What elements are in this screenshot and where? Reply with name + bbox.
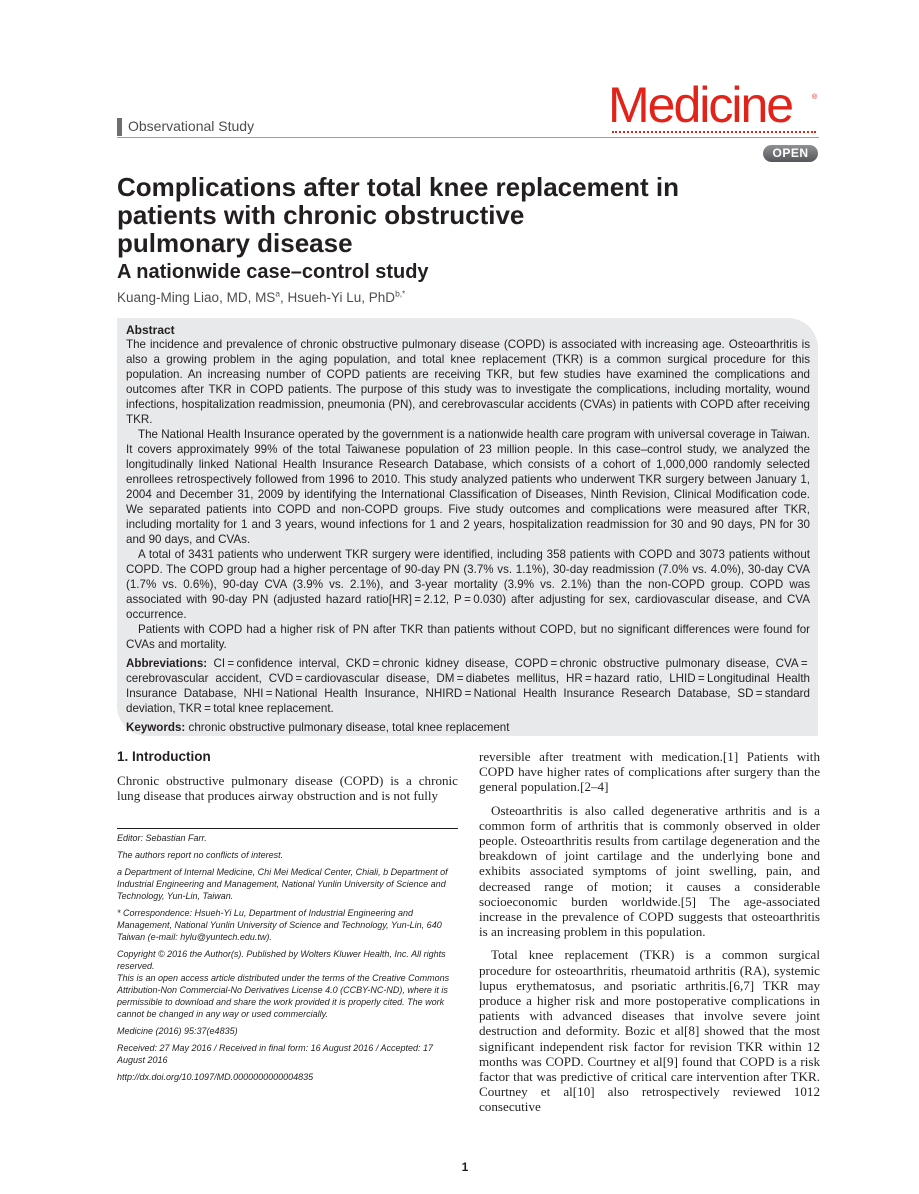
page-number: 1 [461,1160,469,1174]
intro-paragraph: Chronic obstructive pulmonary disease (COPD) is a chronic lung disease that produces airway obstruction and is not fully [117,773,458,804]
footnote-citation: Medicine (2016) 95:37(e4835) [117,1026,238,1036]
abstract-paragraph: The National Health Insurance operated by the government is a nationwide health care program with universal coverage in Taiwan. It covers approximately 99% of the total Taiwanese population of 23 million people. In this case–control study, we analyzed the longitudinally linked National Health Insurance Research Database, which consists of a cohort of 1,000,000 randomly selected enrollees retrospectively followed from 1996 to 2010. This study analyzed patients who underwent TKR surgery between January 1, 2004 and December 31, 2009 by identifying the International Classification of Diseases, Ninth Revision, Clinical Modification code. We separated patients into COPD and non-COPD groups. Five study outcomes and complications were measured after TKR, including mortality for 1 and 3 years, wound infections for 1 and 2 years, hospitalization readmission for 30 and 90 days, PN for 30 and 90 days, and CVAs. [126,428,810,546]
footnote-conflicts: The authors report no conflicts of interest. [117,850,284,860]
intro-paragraph: reversible after treatment with medication.[1] Patients with COPD have higher rates of complications after surgery than the general population.[2–4] [479,749,820,795]
abbreviations-label: Abbreviations: [126,657,208,670]
author-list [117,290,405,305]
front-matter-footnotes [117,832,458,1083]
footnote-copyright: Copyright © 2016 the Author(s). Published by Wolters Kluwer Health, Inc. All rights reserved. [117,949,446,971]
header-rule [117,137,819,138]
footnote-editor: Editor: Sebastian Farr. [117,833,207,843]
intro-right-column [479,749,820,1115]
author-name: Hsueh-Yi Lu, PhD [287,290,396,305]
footnote-rule [117,828,458,829]
abstract-heading: Abstract [126,323,175,337]
abstract-paragraph: A total of 3431 patients who underwent TKR surgery were identified, including 358 patients with COPD and 3073 patients without COPD. The COPD group had a higher percentage of 90-day PN (3.7% vs. 1.1%), 30-day readmission (7.0% vs. 4.0%), 30-day CVA (1.7% vs. 0.6%), 90-day CVA (3.9% vs. 2.1%), and 3-year mortality (3.9% vs. 2.1%) than the non-COPD group. COPD was associated with 90-day PN (adjusted hazard ratio[HR] = 2.12, P = 0.030) after adjusting for sex, cardiovascular disease, and CVA occurrence. [126,548,810,621]
author-affiliation: a [275,288,280,299]
footnote-dates: Received: 27 May 2016 / Received in final form: 16 August 2016 / Accepted: 17 August 2016 [117,1043,434,1065]
section-tag-bar [117,118,122,136]
abstract-box [117,318,818,736]
footnote-correspondence: * Correspondence: Hsueh-Yi Lu, Department of Industrial Engineering and Management, National Yunlin University of Science and Technology, Yun-Lin, 640 Taiwan (e-mail: hylu@yuntech.edu.tw). [117,908,442,942]
section-tag-label: Observational Study [128,118,255,134]
keywords-text: chronic obstructive pulmonary disease, total knee replacement [188,721,510,734]
intro-paragraph: Osteoarthritis is also called degenerative arthritis and is a common form of arthritis that is commonly observed in older people. Osteoarthritis results from cartilage degeneration and the breakdown of joint cartilage and the underlying bone and exhibits associated symptoms of joint swelling, pain, and decreased range of motion; it causes a considerable socioeconomic burden worldwide.[5] The age-associated increase in the prevalence of COPD suggests that osteoarthritis is an increasing problem in this population. [479,802,820,940]
keywords-label: Keywords: [126,721,186,734]
footnote-affiliations: a Department of Internal Medicine, Chi Mei Medical Center, Chiali, b Department of Industrial Engineering and Management, National Yunlin University of Science and Technology, Yun-Lin, Taiwan. [117,867,448,901]
abbreviations-text: CI = confidence interval, CKD = chronic kidney disease, COPD = chronic obstructive pulmonary disease, CVA = cerebrovascular accident, CVD = cardiovascular disease, DM = diabetes mellitus, HR = hazard ratio, LHID = Longitudinal Health Insurance Database, NHI = National Health Insurance, NHIRD = National Health Insurance Research Database, SD = standard deviation, TKR = total knee replacement. [126,657,810,715]
abstract-paragraph: Patients with COPD had a higher risk of PN after TKR than patients without COPD, but no significant differences were found for CVAs and mortality. [126,623,810,651]
author-affiliation: b,* [395,288,406,299]
journal-name: Medicine [608,77,793,133]
title-line: patients with chronic obstructive [117,200,525,230]
title-line: Complications after total knee replacement in [117,172,680,202]
author-name: Kuang-Ming Liao, MD, MS [117,290,276,305]
abbreviations [126,656,810,716]
logo-dotted-rule [612,131,816,133]
article-title [117,173,817,257]
title-line: pulmonary disease [117,228,353,258]
keywords [126,720,810,735]
section-tag [117,116,297,138]
author-separator: , [279,290,288,305]
intro-paragraph: Total knee replacement (TKR) is a common surgical procedure for osteoarthritis, rheumatoid arthritis (RA), systemic lupus erythematosus, and psoriatic arthritis.[6,7] TKR may produce a higher risk and more postoperative complications in patients with advanced diseases that involve severe joint destruction and deformity. Bozic et al[8] showed that the most significant independent risk factor for revision TKR within 12 months was COPD. Courtney et al[9] found that COPD is a risk factor that was predictive of critical care intervention after TKR. Courtney et al[10] also retrospectively reviewed 1012 consecutive [479,947,820,1115]
open-access-badge: OPEN [763,145,818,162]
article-subtitle: A nationwide case–control study [117,261,429,283]
registered-mark: ® [812,94,818,101]
section-heading-introduction: 1. Introduction [117,749,211,764]
footnote-doi: http://dx.doi.org/10.1097/MD.0000000000004835 [117,1072,314,1082]
footnote-license: This is an open access article distributed under the terms of the Creative Commons Attribution-Non Commercial-No Derivatives License 4.0 (CCBY-NC-ND), where it is permissible to download and share the work provided it is properly cited. The work cannot be changed in any way or used commercially. [117,973,450,1019]
journal-logo [608,77,823,136]
abstract-paragraph: The incidence and prevalence of chronic obstructive pulmonary disease (COPD) is associated with increasing age. Osteoarthritis is also a growing problem in the aging population, and total knee replacement (TKR) is a common surgical procedure for this population. An increasing number of COPD patients are receiving TKR, but few studies have examined the complications and outcomes after TKR in COPD patients. The purpose of this study was to investigate the complications, including mortality, wound infections, hospitalization readmission, pneumonia (PN), and cerebrovascular accidents (CVAs) in patients with COPD after receiving TKR. [126,338,810,426]
